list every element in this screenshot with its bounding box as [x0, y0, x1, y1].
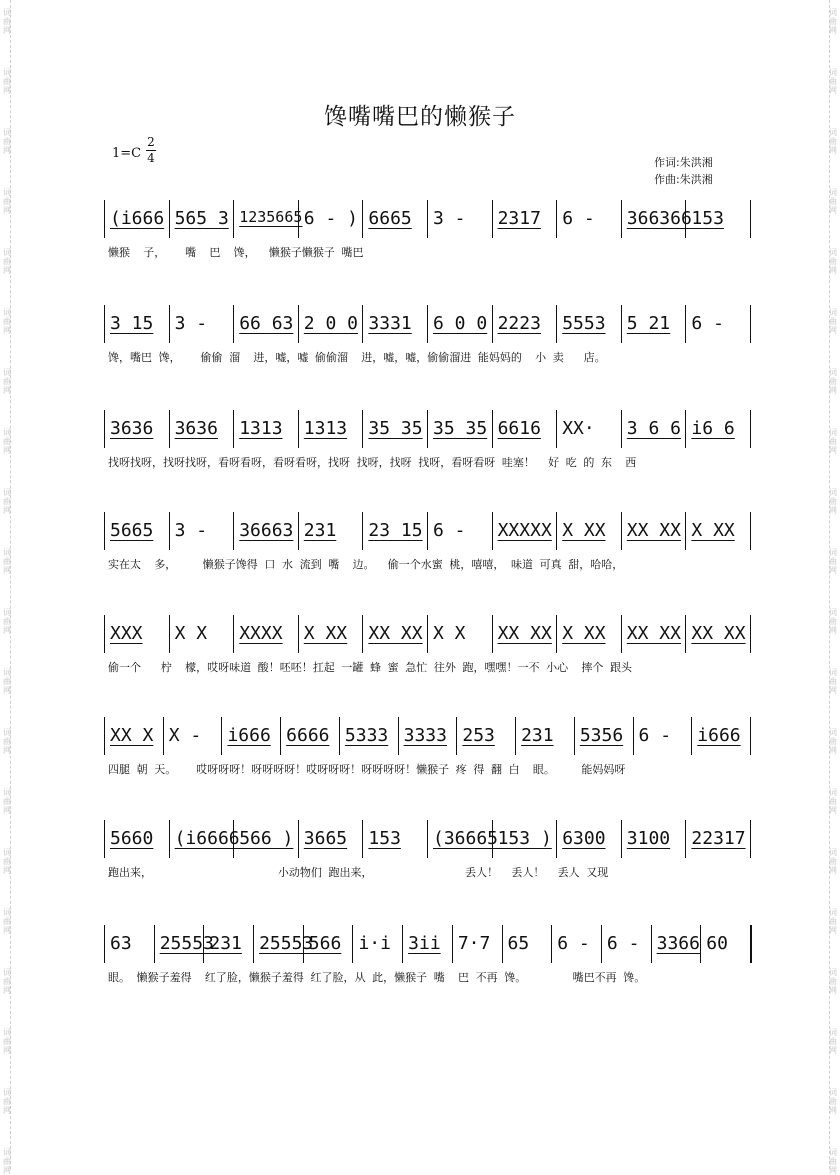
measure: 153 — [691, 208, 724, 229]
watermark-text: 词 曲 网 — [829, 428, 837, 455]
measure: i·i — [358, 933, 391, 954]
bar-line — [298, 615, 299, 653]
bar-line — [452, 925, 453, 963]
bar-line — [621, 820, 622, 858]
bar-line — [104, 200, 105, 238]
measure: 3 - — [433, 208, 466, 229]
measure: 35 35 — [368, 418, 423, 439]
watermark-text: 词 曲 网 — [829, 1148, 837, 1175]
bar-line — [362, 820, 363, 858]
measure: 6 - ) — [303, 208, 358, 229]
bar-line — [298, 512, 299, 550]
measure: 22317 — [691, 828, 746, 849]
bar-line — [556, 820, 557, 858]
measure: 6 - — [557, 933, 590, 954]
measure: XX· — [562, 418, 595, 439]
measure: 6616 — [497, 418, 541, 439]
bar-line — [169, 305, 170, 343]
measure: (i666 — [110, 208, 165, 229]
measure: 5333 — [344, 725, 389, 746]
notation-line-6 — [104, 717, 754, 761]
bar-line — [621, 410, 622, 448]
bar-line — [427, 512, 428, 550]
measure: 3 - — [174, 313, 208, 334]
bar-line — [492, 200, 493, 238]
bar-line — [298, 305, 299, 343]
measure: (i6666 — [174, 828, 240, 849]
bar-line — [169, 615, 170, 653]
time-signature — [146, 136, 156, 165]
bar-line — [298, 820, 299, 858]
measure: X XX — [562, 520, 606, 541]
bar-line — [233, 615, 234, 653]
lyric-line-1: 懒猴 子， 嘴 巴 馋， 懒猴子懒猴子 嘴巴 — [108, 246, 364, 259]
watermark-text: 词 曲 网 — [3, 848, 11, 875]
bar-line — [750, 200, 751, 238]
measure: 6 0 0 — [433, 313, 488, 334]
measure: 6 - — [691, 313, 724, 334]
watermark-text: 词 曲 网 — [3, 248, 11, 275]
bar-line — [556, 305, 557, 343]
notation-line-4 — [104, 512, 754, 556]
watermark-text: 词 曲 网 — [3, 728, 11, 755]
bar-line — [169, 410, 170, 448]
bar-line — [104, 410, 105, 448]
measure: 3331 — [368, 313, 412, 334]
watermark-text: 词 曲 网 — [829, 968, 837, 995]
watermark-text: 词 曲 网 — [3, 608, 11, 635]
measure: XX XX — [497, 623, 552, 644]
measure: 231 — [209, 933, 242, 954]
measure: 153 — [368, 828, 401, 849]
bar-line — [104, 717, 105, 755]
bar-line — [456, 717, 457, 755]
time-signature-top: 2 — [147, 135, 155, 149]
measure: 231 — [521, 725, 554, 746]
measure: 6 - — [433, 520, 466, 541]
bar-line — [233, 512, 234, 550]
bar-line — [691, 717, 692, 755]
measure: XXXXX — [497, 520, 552, 541]
measure: 65 — [507, 933, 530, 954]
watermark-text: 词 曲 网 — [3, 908, 11, 935]
measure: XX XX — [626, 623, 681, 644]
watermark-text: 词 曲 网 — [829, 608, 837, 635]
bar-line — [492, 512, 493, 550]
measure: 3333 — [403, 725, 447, 746]
bar-line — [556, 512, 557, 550]
lyric-line-5: 偷一个 柠 檬，哎呀味道 酸！呸呸！扛起 一罐 蜂 蜜 急忙 往外 跑，嘿嘿！一不 小心 摔个 跟头 — [108, 661, 632, 674]
measure: 66 63 — [239, 313, 294, 334]
measure: 6 - — [638, 725, 672, 746]
watermark-text: 词 曲 网 — [3, 1028, 11, 1055]
bar-line — [621, 200, 622, 238]
bar-line — [427, 410, 428, 448]
notation-line-8 — [104, 925, 754, 969]
bar-line — [685, 410, 686, 448]
measure: 6 - — [606, 933, 640, 954]
bar-line — [104, 925, 105, 963]
measure: 63 — [110, 933, 132, 954]
watermark-text: 词 曲 网 — [829, 848, 837, 875]
bar-line — [651, 925, 652, 963]
measure: 6300 — [562, 828, 606, 849]
bar-line — [233, 410, 234, 448]
lyric-line-8: 眼。 懒猴子羞得 红了脸，懒猴子羞得 红了脸，从 此，懒猴子 嘴 巴 不再 馋。 嘴巴不再 馋。 — [108, 971, 646, 984]
measure: X - — [168, 725, 202, 746]
watermark-text: 词 曲 网 — [3, 668, 11, 695]
measure: (36665 — [433, 828, 499, 849]
bar-line — [398, 717, 399, 755]
bar-line — [233, 200, 234, 238]
measure: 3665 — [303, 828, 348, 849]
bar-line — [621, 615, 622, 653]
bar-line — [556, 200, 557, 238]
bar-line — [621, 512, 622, 550]
watermark-text: 词 曲 网 — [829, 788, 837, 815]
measure: XX XX — [691, 623, 746, 644]
composer-credit: 作曲:朱洪湘 — [654, 173, 713, 186]
measure: 5665 — [110, 520, 154, 541]
measure: i666 — [227, 725, 271, 746]
bar-line — [502, 925, 503, 963]
lyric-line-2: 馋，嘴巴 馋， 偷偷 溜 进，嘘，嘘 偷偷溜 进，嘘，嘘，偷偷溜进 能妈妈的 小 卖 店。 — [108, 351, 606, 364]
bar-line — [685, 820, 686, 858]
measure: 366366 — [626, 208, 692, 229]
notation-line-3 — [104, 410, 754, 454]
measure: 1313 — [303, 418, 348, 439]
bar-line — [427, 200, 428, 238]
time-signature-bottom: 4 — [147, 151, 155, 165]
measure: 153 ) — [497, 828, 552, 849]
bar-line — [221, 717, 222, 755]
bar-line — [492, 410, 493, 448]
measure: 3 6 6 — [626, 418, 681, 439]
measure: 3636 — [110, 418, 154, 439]
watermark-text: 词 曲 网 — [829, 908, 837, 935]
measure: 566 ) — [239, 828, 294, 849]
measure: 60 — [706, 933, 728, 954]
bar-line — [163, 717, 164, 755]
bar-line — [362, 615, 363, 653]
notation-line-2 — [104, 305, 754, 349]
key-signature: 1=C — [112, 146, 142, 161]
right-margin-watermark — [826, 0, 840, 1175]
measure: 1235665 — [239, 208, 303, 226]
watermark-text: 词 曲 网 — [829, 668, 837, 695]
watermark-text: 词 曲 网 — [3, 968, 11, 995]
measure: i6 6 — [691, 418, 735, 439]
measure: X XX — [303, 623, 348, 644]
bar-line — [633, 717, 634, 755]
bar-line — [280, 717, 281, 755]
measure: 1313 — [239, 418, 283, 439]
bar-line — [551, 925, 552, 963]
measure: 2317 — [497, 208, 541, 229]
measure: X X — [433, 623, 466, 644]
bar-line — [352, 925, 353, 963]
measure: 6666 — [286, 725, 330, 746]
bar-line — [700, 925, 701, 963]
bar-line — [362, 200, 363, 238]
bar-line — [750, 512, 751, 550]
measure: 23 15 — [368, 520, 423, 541]
bar-line — [685, 305, 686, 343]
measure: X X — [174, 623, 208, 644]
bar-line — [362, 512, 363, 550]
bar-line — [427, 820, 428, 858]
bar-line — [169, 200, 170, 238]
watermark-text: 词 曲 网 — [829, 128, 837, 155]
bar-line — [104, 305, 105, 343]
measure: XX X — [110, 725, 154, 746]
measure: 3100 — [626, 828, 671, 849]
bar-line — [298, 410, 299, 448]
watermark-text: 词 曲 网 — [3, 68, 11, 95]
measure: 5 21 — [626, 313, 671, 334]
bar-line — [492, 305, 493, 343]
bar-line — [253, 925, 254, 963]
bar-line — [233, 305, 234, 343]
measure: 5553 — [562, 313, 606, 334]
measure: 6 - — [562, 208, 595, 229]
bar-line — [492, 615, 493, 653]
watermark-text: 词 曲 网 — [3, 548, 11, 575]
measure: 5660 — [110, 828, 154, 849]
measure: 25553 — [259, 933, 314, 954]
measure: 2 0 0 — [303, 313, 358, 334]
watermark-text: 词 曲 网 — [829, 188, 837, 215]
bar-line — [750, 717, 751, 755]
measure: 2223 — [497, 313, 541, 334]
measure: XX XX — [626, 520, 681, 541]
measure: 3636 — [174, 418, 218, 439]
measure: XXXX — [239, 623, 283, 644]
bar-line — [574, 717, 575, 755]
song-title: 馋嘴嘴巴的懒猴子 — [324, 104, 516, 130]
bar-line — [685, 615, 686, 653]
bar-line — [104, 615, 105, 653]
measure: 3 - — [174, 520, 208, 541]
watermark-text: 词 曲 网 — [829, 248, 837, 275]
watermark-text: 词 曲 网 — [3, 788, 11, 815]
watermark-text: 词 曲 网 — [3, 8, 11, 35]
bar-line — [601, 925, 602, 963]
measure: 566 — [308, 933, 342, 954]
bar-line — [556, 410, 557, 448]
watermark-text: 词 曲 网 — [3, 1088, 11, 1115]
left-margin-watermark — [0, 0, 14, 1175]
bar-line — [339, 717, 340, 755]
bar-line — [427, 615, 428, 653]
bar-line — [169, 820, 170, 858]
watermark-text: 词 曲 网 — [3, 428, 11, 455]
bar-line — [621, 305, 622, 343]
bar-line — [169, 512, 170, 550]
watermark-text: 词 曲 网 — [3, 368, 11, 395]
notation-line-1 — [104, 200, 754, 244]
measure: X XX — [562, 623, 606, 644]
bar-line — [362, 410, 363, 448]
bar-line — [104, 820, 105, 858]
watermark-text: 词 曲 网 — [829, 8, 837, 35]
lyric-line-7: 跑出来， 小动物们 跑出来， 丢人！ 丢人！ 丢人 又现 — [108, 866, 609, 879]
measure: 25553 — [159, 933, 214, 954]
lyricist-credit: 作词:朱洪湘 — [654, 156, 713, 169]
measure: 6665 — [368, 208, 412, 229]
watermark-text: 词 曲 网 — [829, 1028, 837, 1055]
measure: 3ii — [408, 933, 441, 954]
watermark-text: 词 曲 网 — [829, 68, 837, 95]
bar-line — [750, 615, 751, 653]
lyric-line-4: 实在太 多， 懒猴子馋得 口 水 流到 嘴 边。 偷一个水蜜 桃，嘻嘻， 味道 可真 甜，哈哈， — [108, 558, 624, 571]
lyric-line-3: 找呀找呀，找呀找呀，看呀看呀，看呀看呀，找呀 找呀，找呀 找呀，看呀看呀 哇塞！ 好 吃 的 东 西 — [108, 456, 637, 469]
lyric-line-6: 四腿 朝 天。 哎呀呀呀！呀呀呀呀！哎呀呀呀！呀呀呀呀！懒猴子 疼 得 翻 白 眼。 能妈妈呀 — [108, 763, 626, 776]
notation-line-7 — [104, 820, 754, 864]
watermark-text: 词 曲 网 — [3, 188, 11, 215]
measure: 35 35 — [433, 418, 488, 439]
watermark-text: 词 曲 网 — [829, 1088, 837, 1115]
bar-line — [685, 512, 686, 550]
watermark-text: 词 曲 网 — [829, 368, 837, 395]
watermark-text: 词 曲 网 — [829, 548, 837, 575]
watermark-text: 词 曲 网 — [829, 728, 837, 755]
bar-line — [750, 925, 752, 963]
measure: 565 3 — [174, 208, 229, 229]
bar-line — [515, 717, 516, 755]
watermark-text: 词 曲 网 — [3, 308, 11, 335]
bar-line — [402, 925, 403, 963]
bar-line — [750, 305, 751, 343]
measure: 253 — [462, 725, 495, 746]
bar-line — [362, 305, 363, 343]
bar-line — [556, 615, 557, 653]
watermark-text: 词 曲 网 — [3, 128, 11, 155]
measure: 3366 — [656, 933, 700, 954]
measure: XX XX — [368, 623, 423, 644]
measure: 3 15 — [110, 313, 154, 334]
bar-line — [750, 410, 751, 448]
watermark-text: 词 曲 网 — [3, 1148, 11, 1175]
watermark-text: 词 曲 网 — [829, 488, 837, 515]
notation-line-5 — [104, 615, 754, 659]
measure: 231 — [303, 520, 337, 541]
bar-line — [104, 512, 105, 550]
measure: XXX — [110, 623, 143, 644]
bar-line — [154, 925, 155, 963]
measure: 7·7 — [457, 933, 491, 954]
bar-line — [427, 305, 428, 343]
measure: 36663 — [239, 520, 294, 541]
watermark-text: 词 曲 网 — [829, 308, 837, 335]
bar-line — [750, 820, 751, 858]
watermark-text: 词 曲 网 — [3, 488, 11, 515]
measure: 5356 — [579, 725, 624, 746]
measure: i666 — [697, 725, 741, 746]
measure: X XX — [691, 520, 735, 541]
